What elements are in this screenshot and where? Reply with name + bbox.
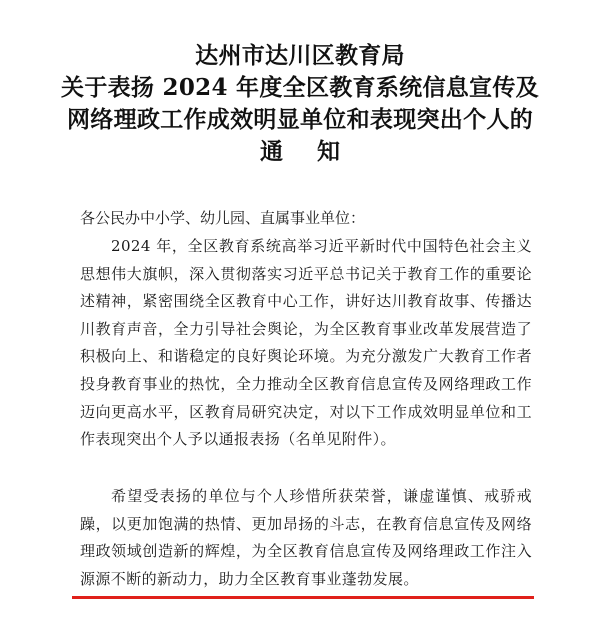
title-line-1: 关于表扬 2024 年度全区教育系统信息宣传及 <box>61 74 539 101</box>
salutation: 各公民办中小学、幼儿园、直属事业单位： <box>80 209 366 227</box>
document-title <box>0 40 600 168</box>
red-divider-line <box>72 596 534 599</box>
body-paragraph-1: 2024 年，全区教育系统高举习近平新时代中国特色社会主义思想伟大旗帜，深入贯彻落实习近平总书记关于教育工作的重要论述精神，紧密围绕全区教育中心工作，讲好达川教育故事、传播达川教育声音，全力引导社会舆论，为全区教育事业改革发展营造了积极向上、和谐稳定的良好舆论环境。为充分激发广大教育工作者投身教育事业的热忱，全力推动全区教育信息宣传及网络理政工作迈向更高水平，区教育局研究决定，对以下工作成效明显单位和工作表现突出个人予以通报表扬（名单见附件）。 <box>80 237 532 449</box>
body-paragraph-2: 希望受表扬的单位与个人珍惜所获荣誉，谦虚谨慎、戒骄戒躁，以更加饱满的热情、更加昂扬的斗志，在教育信息宣传及网络理政领域创造新的辉煌，为全区教育信息宣传及网络理政工作注入源源不断的新动力，助力全区教育事业蓬勃发展。 <box>80 487 532 588</box>
title-line-2: 网络理政工作成效明显单位和表现突出个人的 <box>67 106 533 133</box>
issuing-organization: 达州市达川区教育局 <box>195 42 405 69</box>
title-notice: 通知 <box>260 138 374 165</box>
